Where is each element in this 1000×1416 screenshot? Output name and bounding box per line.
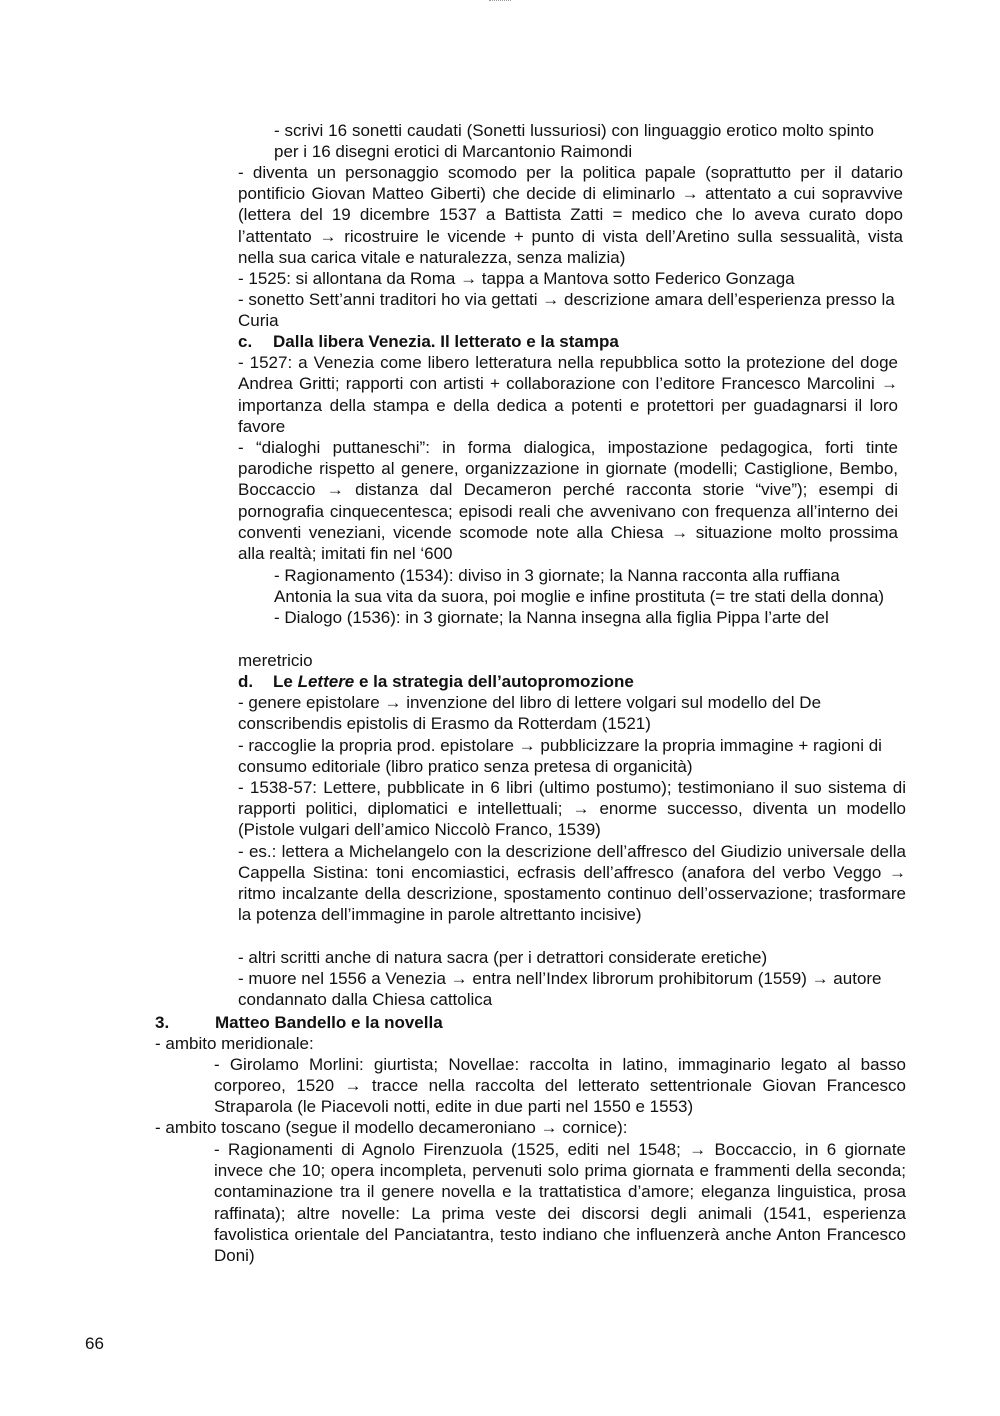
paragraph-scritti-sacri: - altri scritti anche di natura sacra (per i detrattori considerate eretiche) xyxy=(238,948,768,967)
subsection-heading-d xyxy=(238,671,906,692)
subsection-venezia xyxy=(238,331,898,564)
paragraph-giberti: - diventa un personaggio scomodo per la politica papale (soprattutto per il datario pontificio Giovan Matteo Giberti) che decide di eliminarlo → attentato a cui sopravvive (lettera del 19 dicembre 1537 a Battista Zatti = medico che lo aveva curato dopo l’attentato → ricostruire le vicende + punto di vista dell’Aretino sulla sessualità, vista nella sua carica vitale e naturalezza, senza malizia) xyxy=(238,163,903,267)
paragraph-text: - Girolamo Morlini: giurtista; Novellae: raccolta in latino, immaginario legato al basso corporeo, 1520 → tracce nella raccolta del letterato settentrionale Giovan Francesco Straparola (le Piacevoli notti, edite in due parti nel 1550 e 1553) xyxy=(214,1055,906,1117)
paragraph-toscano xyxy=(155,1117,915,1138)
subsection-label: d. xyxy=(238,672,254,691)
paragraph-sonetti-lussuriosi xyxy=(274,120,874,162)
paragraph-text: - scrivi 16 sonetti caudati (Sonetti lussuriosi) con linguaggio erotico molto spinto per i 16 disegni erotici di Marcantonio Raimondi xyxy=(274,121,874,162)
paragraph-ragionamento: - Ragionamento (1534): diviso in 3 giornate; la Nanna racconta alla ruffiana Antonia la sua vita da suora, poi moglie e infine prostituta (= tre stati della donna) xyxy=(274,566,884,607)
paragraph-michelangelo: - es.: lettera a Michelangelo con la descrizione dell’affresco del Giudizio universale della Cappella Sistina: toni encomiastici, ecfrasis dell’affresco (anafora del verbo Veggo → ritmo incalzante della descrizione, spostamento continuo dell’osservazione; trasformare la potenza dell’immagine in parole altrettanto incisive) xyxy=(238,841,906,925)
paragraph-text: meretricio xyxy=(238,651,313,670)
paragraph-meridionale: - ambito meridionale: xyxy=(155,1034,314,1054)
subsection-title-rest: e la strategia dell’autopromozione xyxy=(359,672,634,691)
paragraph-text: - ambito toscano (segue il modello decameroniano → cornice): xyxy=(155,1118,628,1137)
paragraph-group-fine xyxy=(238,947,906,1011)
paragraph-morlini xyxy=(214,1054,906,1118)
paragraph-curia: - sonetto Sett’anni traditori ho via gettati → descrizione amara dell’esperienza presso la Curia xyxy=(238,290,895,331)
paragraph-group-roma xyxy=(238,162,903,332)
page-number: 66 xyxy=(85,1334,104,1353)
paragraph-prod-epistolare: - raccoglie la propria prod. epistolare → pubblicizzare la propria immagine + ragioni di consumo editoriale (libro pratico senza pretesa di organicità) xyxy=(238,735,882,776)
subsection-title-italic: Lettere xyxy=(297,672,355,691)
paragraph-lettere-1538: - 1538-57: Lettere, pubblicate in 6 libri (ultimo postumo); testimoniano il suo sistema di rapporti politici, diplomatici e intellettuali; → enorme successo, diventa un modello (Pistole vulgari dell’amico Niccolò Franco, 1539) xyxy=(238,778,906,840)
paragraph-group-dialoghi xyxy=(274,565,894,629)
paragraph-venezia: - 1527: a Venezia come libero letteratura nella repubblica sotto la protezione del doge Andrea Gritti; rapporti con artisti + collaborazione con l’editore Francesco Marcolini → importanza della stampa e della dedica a potenti e protettori per guadagnarsi il loro favore xyxy=(238,353,898,436)
paragraph-firenzuola xyxy=(214,1139,906,1266)
paragraph-dialogo: - Dialogo (1536): in 3 giornate; la Nanna insegna alla figlia Pippa l’arte del xyxy=(274,608,829,628)
subsection-lettere xyxy=(238,671,906,925)
paragraph-dialogo-continued xyxy=(238,650,538,671)
paragraph-dialoghi: - “dialoghi puttaneschi”: in forma dialogica, impostazione pedagogica, forti tinte parodiche rispetto al genere, organizzazione in giornate (modelli; Castiglione, Bembo, Boccaccio → distanza dal Decameron perché racconta storie “vive”); esempi di pornografia cinquecentesca; episodi reali che avvenivano con frequenza all’interno dei conventi veneziani, vicende scomode note alla Chiesa → situazione molto prossima alla realtà; imitati fin nel ‘600 xyxy=(238,438,898,564)
section-heading-3 xyxy=(155,1012,915,1033)
paragraph-mantova: - 1525: si allontana da Roma → tappa a Mantova sotto Federico Gonzaga xyxy=(238,269,795,289)
section-title: Matteo Bandello e la novella xyxy=(215,1013,443,1032)
paragraph-genere-epistolare: - genere epistolare → invenzione del libro di lettere volgari sul modello del De conscribendis epistolis di Erasmo da Rotterdam (1521) xyxy=(238,693,822,734)
section-bandello xyxy=(155,1012,915,1054)
subsection-label: c. xyxy=(238,332,253,351)
subsection-title-le: Le xyxy=(273,672,293,691)
subsection-title: Dalla libera Venezia. Il letterato e la stampa xyxy=(273,332,619,351)
header-mark xyxy=(489,0,511,4)
section-number: 3. xyxy=(155,1013,170,1032)
paragraph-text: - Ragionamenti di Agnolo Firenzuola (1525, editi nel 1548; → Boccaccio, in 6 giornate invece che 10; opera incompleta, pervenuti solo prima giornata e frammenti della seconda; contaminazione tra il genere novella e la trattatistica d’amore; eleganza linguistica, prosa raffinata); altre novelle: La prima veste dei discorsi degli animali (1541, esperienza favolistica orientale del Panciatantra, testo indiano che influenzerà anche Anton Francesco Doni) xyxy=(214,1140,906,1266)
subsection-heading-c xyxy=(238,331,898,352)
paragraph-morte: - muore nel 1556 a Venezia → entra nell’Index librorum prohibitorum (1559) → autore condannato dalla Chiesa cattolica xyxy=(238,969,882,1010)
